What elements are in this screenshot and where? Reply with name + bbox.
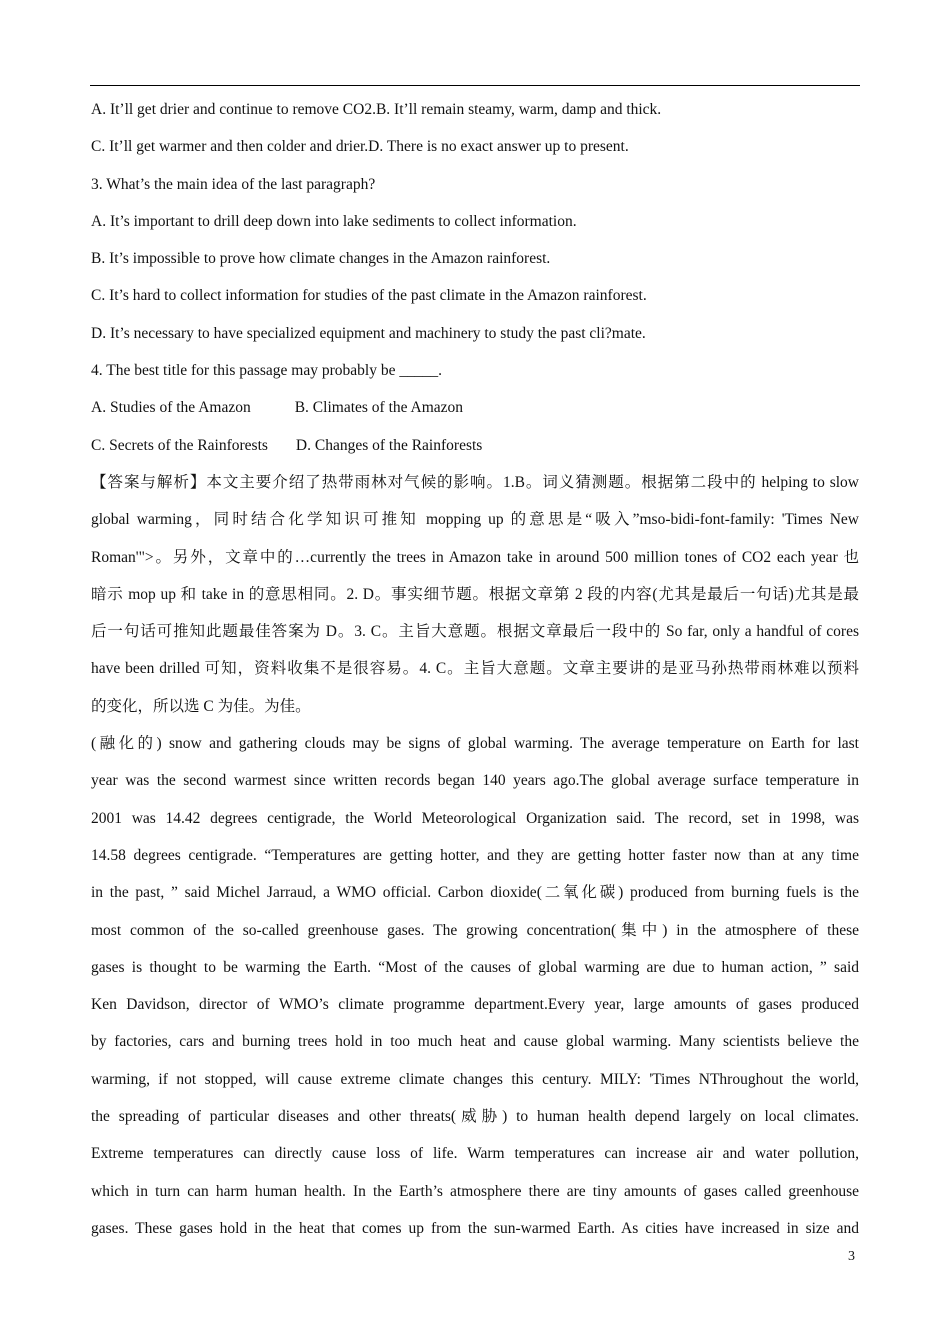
q3-option-d: D. It’s necessary to have specialized equipment and machinery to study the past cli?mate. — [91, 324, 646, 342]
passage-line: which in turn can harm human health. In the Earth’s atmosphere there are tiny amounts of gases called greenhouse — [91, 1182, 859, 1200]
answer-line: global warming，同时结合化学知识可推知 mopping up 的意思是“吸入”mso-bidi-font-family: 'Times New — [91, 511, 859, 529]
passage-line: Ken Davidson, director of WMO’s climate programme department.Every year, large amounts of gases produced — [91, 996, 859, 1014]
q3-stem: 3. What’s the main idea of the last paragraph? — [91, 175, 376, 193]
passage-line: most common of the so-called greenhouse gases. The growing concentration(集中) in the atmosphere of these — [91, 921, 859, 939]
q4-options-cd — [91, 427, 859, 464]
q4-option-d: D. Changes of the Rainforests — [295, 436, 483, 454]
passage-line: (融化的) snow and gathering clouds may be signs of global warming. The average temperature on Earth for last — [91, 735, 859, 753]
q4-stem: 4. The best title for this passage may probably be _____. — [91, 362, 442, 380]
passage-line: the spreading of particular diseases and other threats(威胁) to human health depend largely on local climates. — [91, 1108, 859, 1126]
passage-line: 14.58 degrees centigrade. “Temperatures are getting hotter, and they are getting hotter faster now than at any time — [91, 846, 859, 864]
answer-line: Roman'">。另外，文章中的…currently the trees in Amazon take in around 500 million tones of CO2 each year 也 — [91, 548, 859, 566]
q4-options-ab — [91, 389, 859, 426]
passage-line: by factories, cars and burning trees hold in too much heat and cause global warming. Many scientists believe the — [91, 1033, 859, 1051]
q2-options-cd: C. It’ll get warmer and then colder and drier.D. There is no exact answer up to present. — [91, 138, 629, 156]
answer-line: have been drilled 可知，资料收集不是很容易。4. C。主旨大意题。文章主要讲的是亚马孙热带雨林难以预料 — [91, 660, 859, 678]
answer-line: 【答案与解析】本文主要介绍了热带雨林对气候的影响。1.B。词义猜测题。根据第二段中的 helping to slow — [91, 473, 859, 491]
header-rule — [90, 85, 860, 86]
passage-line: warming, if not stopped, will cause extreme climate changes this century. MILY: 'Times NThroughout the world, — [91, 1070, 859, 1088]
q4-option-a: A. Studies of the Amazon — [91, 399, 251, 417]
answer-line: 后一句话可推知此题最佳答案为 D。3. C。主旨大意题。根据文章最后一段中的 So far, only a handful of cores — [91, 623, 859, 641]
q4-option-c: C. Secrets of the Rainforests — [91, 436, 268, 454]
q2-options-ab: A. It’ll get drier and continue to remove CO2.B. It’ll remain steamy, warm, damp and thick. — [91, 101, 662, 118]
answer-line: 暗示 mop up 和 take in 的意思相同。2. D。事实细节题。根据文章第 2 段的内容(尤其是最后一句话)尤其是最 — [91, 585, 859, 603]
passage-line: year was the second warmest since written records began 140 years ago.The global average surface temperature in — [91, 772, 859, 790]
passage-line: gases. These gases hold in the heat that comes up from the sun-warmed Earth. As cities have increased in size and — [91, 1219, 859, 1237]
q3-option-c: C. It’s hard to collect information for studies of the past climate in the Amazon rainforest. — [91, 287, 647, 305]
page-content — [91, 91, 859, 1247]
passage-line: Extreme temperatures can directly cause loss of life. Warm temperatures can increase air and water pollution, — [91, 1145, 859, 1163]
answer-line: 的变化，所以选 C 为佳。为佳。 — [91, 697, 311, 715]
page-number: 3 — [848, 1249, 855, 1264]
passage-line: 2001 was 14.42 degrees centigrade, the World Meteorological Organization said. The record, set in 1998, was — [91, 809, 859, 827]
q3-option-a: A. It’s important to drill deep down into lake sediments to collect information. — [91, 212, 577, 230]
passage-line: gases is thought to be warming the Earth. “Most of the causes of global warming are due to human action, ” said — [91, 958, 859, 976]
passage-line: in the past, ” said Michel Jarraud, a WMO official. Carbon dioxide(二氧化碳) produced from burning fuels is the — [91, 884, 859, 902]
q3-option-b: B. It’s impossible to prove how climate changes in the Amazon rainforest. — [91, 250, 551, 268]
q4-option-b: B. Climates of the Amazon — [294, 399, 464, 417]
